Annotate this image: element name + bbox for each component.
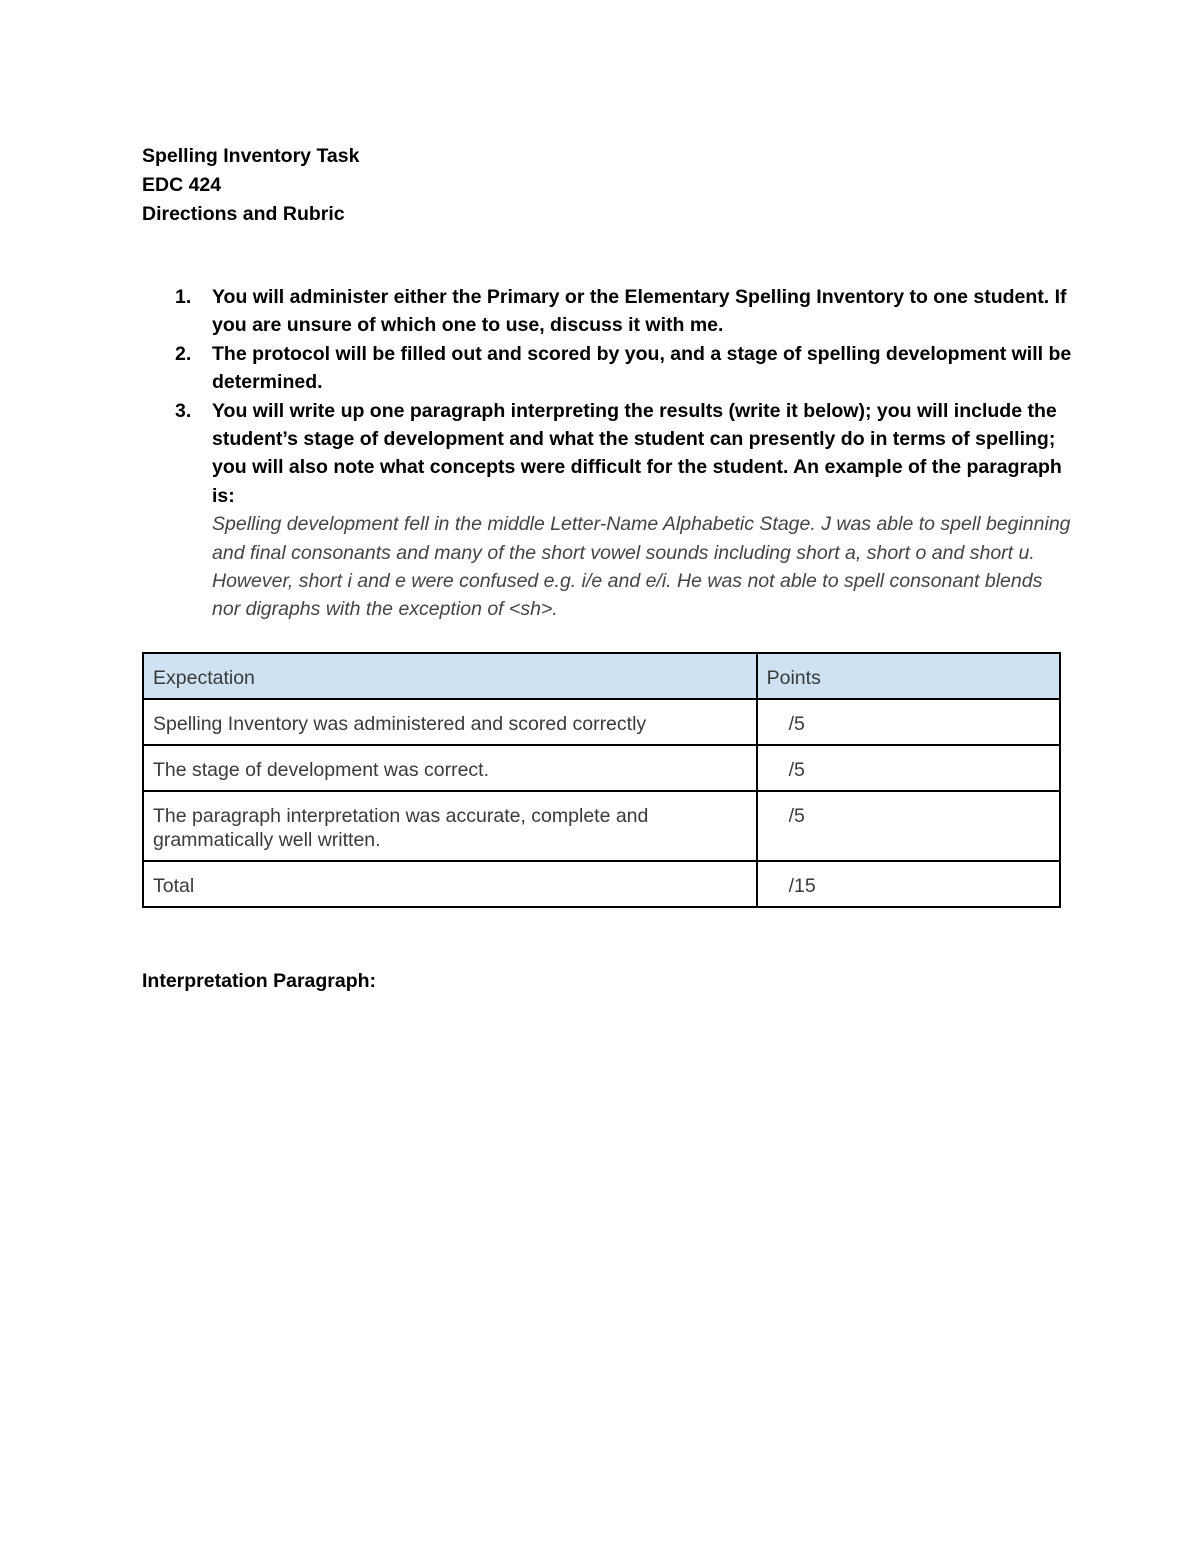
direction-text: The protocol will be filled out and scored by you, and a stage of spelling development will be determined. <box>212 342 1072 394</box>
direction-item <box>142 340 1072 397</box>
document-header <box>142 142 359 229</box>
table-row <box>143 745 1060 791</box>
direction-number: 2. <box>175 342 192 365</box>
column-header-points: Points <box>757 653 1060 699</box>
interpretation-label: Interpretation Paragraph: <box>142 970 377 992</box>
direction-item <box>142 283 1072 340</box>
table-header-row <box>143 653 1060 699</box>
points-cell: /5 <box>757 745 1060 791</box>
expectation-cell: The stage of development was correct. <box>143 745 757 791</box>
direction-number: 3. <box>175 399 192 422</box>
direction-item <box>142 397 1072 624</box>
table-row-total <box>143 861 1060 907</box>
total-points-cell: /15 <box>757 861 1060 907</box>
table-row <box>143 791 1060 861</box>
total-label-cell: Total <box>143 861 757 907</box>
direction-number: 1. <box>175 286 192 308</box>
directions-list <box>142 283 1072 624</box>
expectation-cell: The paragraph interpretation was accurate, complete and grammatically well written. <box>143 791 757 861</box>
course-code: EDC 424 <box>142 174 222 196</box>
table-row <box>143 699 1060 745</box>
document-subtitle: Directions and Rubric <box>142 203 345 225</box>
rubric-table <box>142 652 1061 908</box>
direction-text: You will administer either the Primary or the Elementary Spelling Inventory to one student. If you are unsure of which one to use, discuss it with me. <box>212 286 1067 337</box>
document-title: Spelling Inventory Task <box>142 145 360 167</box>
points-cell: /5 <box>757 699 1060 745</box>
column-header-expectation: Expectation <box>143 653 757 699</box>
direction-text: You will write up one paragraph interpreting the results (write it below); you will include the student’s stage of development and what the student can presently do in terms of spelling; you will also note what concepts were difficult for the student. An example of the paragraph is: <box>212 399 1062 507</box>
expectation-cell: Spelling Inventory was administered and scored correctly <box>143 699 757 745</box>
points-cell: /5 <box>757 791 1060 861</box>
example-paragraph: Spelling development fell in the middle Letter-Name Alphabetic Stage. J was able to spell beginning and final consonants and many of the short vowel sounds including short a, short o and short u. However, short i and e were confused e.g. i/e and e/i. He was not able to spell consonant blends nor digraphs with the exception of <sh>. <box>212 513 1071 621</box>
